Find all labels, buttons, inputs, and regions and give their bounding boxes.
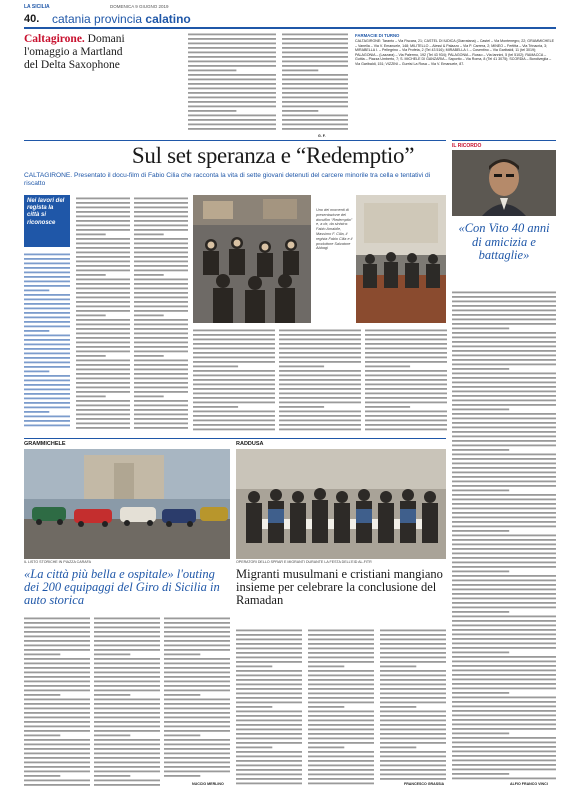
top-story-head-2: l'omaggio a Martland [24,46,123,58]
text-lines [236,628,302,786]
text-lines [76,196,130,432]
grammichele-body-col3 [164,616,230,780]
main-body-col1 [76,196,130,432]
ricordo-portrait [452,150,556,216]
top-divider [24,140,446,141]
text-lines [188,32,276,132]
main-photo-caption: Uno dei momenti di presentazione del docufilm “Redemptio” e, a dx, da sinistra: Fabio Amabile, Massimo F. Cilia, il regista Fabio Cilia e il produttore Salvatore Abbagi [316,208,353,251]
subsection-name: calatino [145,12,191,26]
bottom-divider [24,438,446,439]
vintage-cars-photo-svg [24,449,230,559]
grammichele-body-col1 [24,616,90,786]
pharmacy-list: CALTAGIRONE: Taranto – Via Fiscara, 21; CASTEL DI IUDICA (Giarratana) – Castel – Via Montenegro, 22; GRAMMICHELE – Vanella – Via V. Emanuele, 148; MILITELLO – Alessi & Palazzo – Via P. Carrera, 2; MINEO – Fertitta – Via Trinacria, 3; MIRABELLA I. – Pellegrino – Via Profeta, 2 (Tel 43 516); MIRABELLA I. – Cosentino – Via Garibaldi, 11 (tel 3019); PALAGONIA – (Lazzara) – Via Palermo, 192 (Tel 43 934); PALAGONIA – Russo – Via Iannini, 5 (tel 5102); RAMACCA – Guttia – Piazza Umberto, 7; S. MICHELE DI GANZARIA – Saporito – Via Roma, 8 (Tel 41 3075); SCORDIA – Bondiveglia – Via Garibaldi, 151; VIZZINI – Gurrisi La Rosa – Via V. Emanuele, 87. [355,39,555,66]
text-lines [24,616,90,786]
grammichele-headline: «La città più bella e ospitale» l'outing dei 200 equipaggi del Giro di Sicilia in auto storica [24,567,220,608]
main-body-col4 [279,328,361,432]
ricordo-rule [452,140,556,141]
text-lines [134,196,188,432]
portrait-photo-svg [452,150,556,216]
ricordo-body-col1 [452,290,556,780]
raddusa-caption: OPERATORI DELLO SPRAR E MIGRANTI DURANTE LA FESTA DELL'EID AL-FITR [236,560,372,564]
raddusa-photo [236,449,446,559]
text-lines [94,616,160,786]
sidebar-body [24,252,70,430]
pharmacy-title: FARMACIE DI TURNO [355,33,400,38]
raddusa-body-col1 [236,628,302,786]
ricordo-headline: «Con Vito 40 anni di amicizia e battaglie» [458,221,550,262]
top-story-body-col2 [282,32,348,132]
main-photo-left [193,195,311,323]
sidebar-title: Nei lavori del regista la città si riconosce [27,198,65,226]
text-lines [24,252,70,430]
text-lines [193,328,275,432]
grammichele-photo [24,449,230,559]
main-body-col5 [365,328,447,432]
text-lines [308,628,374,786]
speakers-photo-svg [356,195,446,323]
text-lines [380,628,446,780]
header-rule [24,27,556,29]
section-name: catania provincia [52,12,143,26]
text-lines [282,32,348,132]
raddusa-tag: RADDUSA [236,441,264,447]
main-headline: Sul set speranza e “Redemptio” [131,143,415,168]
text-lines [365,328,447,432]
main-subhead: CALTAGIRONE. Presentato il docu-film di Fabio Cilia che racconta la vita di sette giovani detenuti del carcere minorile tra cella e tentativi di riscatto [24,172,431,187]
sidebar-title-box [24,195,70,247]
text-lines [452,290,556,780]
issue-date: DOMENICA 9 GIUGNO 2019 [110,4,169,9]
top-story-body-col1 [188,32,276,132]
main-body-col3 [193,328,275,432]
raddusa-body-col3 [380,628,446,780]
top-story-byline: G. F. [318,134,326,138]
migrants-photo-svg [236,449,446,559]
masthead-small: LA SICILIA [24,4,50,10]
text-lines [279,328,361,432]
main-body-col2 [134,196,188,432]
text-lines [164,616,230,780]
grammichele-byline: NUCCIO MERLINO [192,782,224,786]
raddusa-headline: Migranti musulmani e cristiani mangiano insieme per celebrare la conclusione del Ramadan [236,567,443,608]
raddusa-body-col2 [308,628,374,786]
grammichele-body-col2 [94,616,160,786]
raddusa-byline: FRANCESCO GRASSIA [404,782,445,786]
top-story-kicker: Caltagirone. [24,33,85,45]
grammichele-caption: IL LISTO STORICHE IN PIAZZA CARAFA [24,560,92,564]
main-photo-right [356,195,446,323]
section-title [52,12,191,26]
top-story-headline [24,33,184,72]
grammichele-tag: GRAMMICHELE [24,441,66,447]
page-number: 40. [24,13,40,25]
ricordo-author: ALFIO FRANCO VINCI [510,782,548,786]
ricordo-label: IL RICORDO [452,143,482,149]
audience-photo-svg [193,195,311,323]
top-story-head-1: Domani [87,33,125,45]
top-story-head-3: del Delta Saxophone [24,59,120,71]
